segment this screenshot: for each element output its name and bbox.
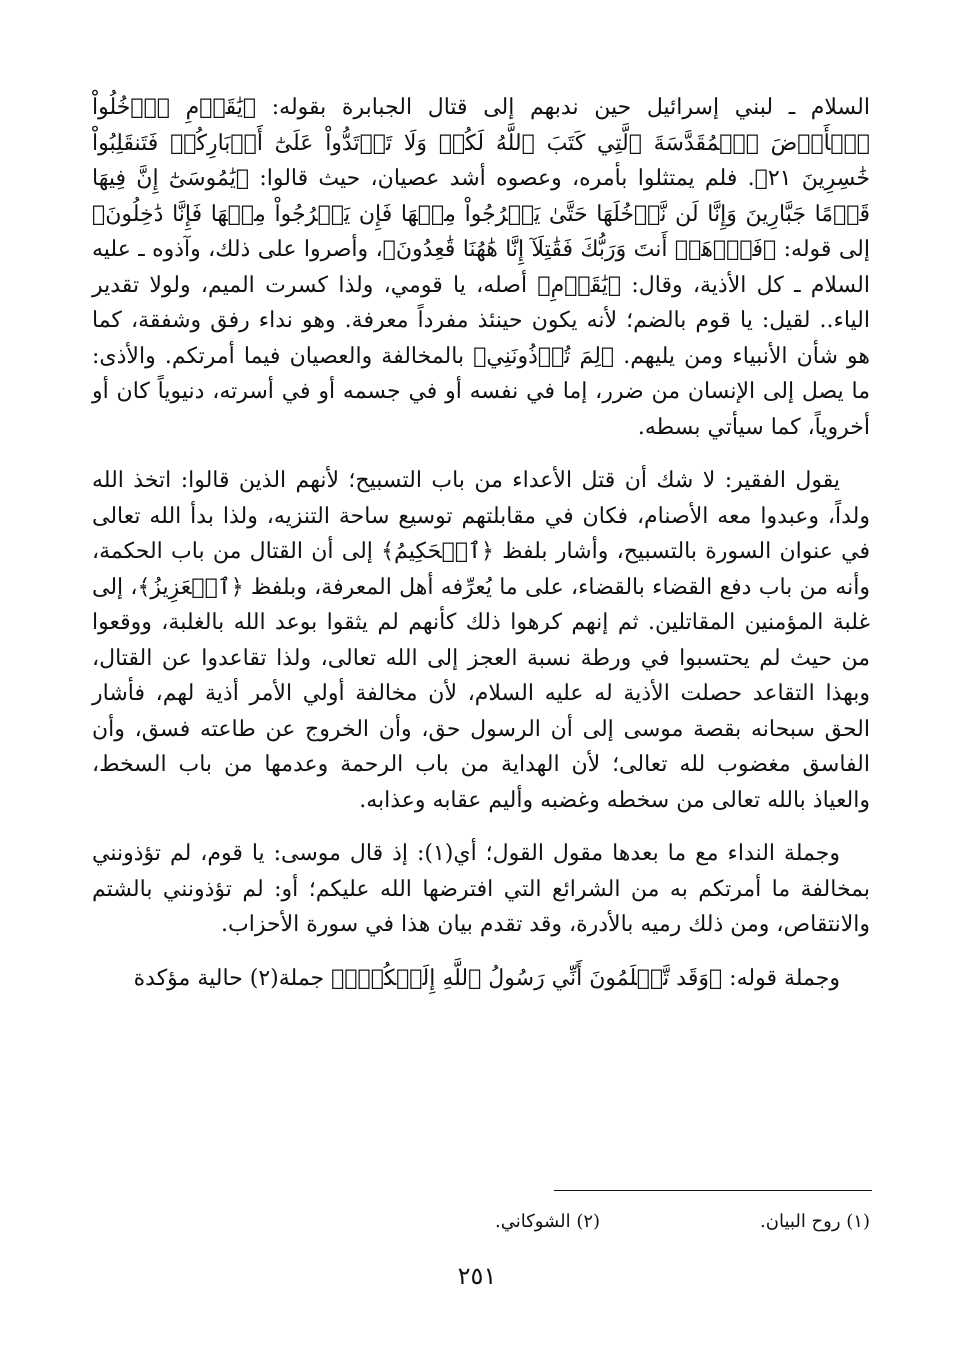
paragraph-1: السلام ـ لبني إسرائيل حين ندبهم إلى قتال الجبابرة بقوله: ﴿يَٰقَوۡمِ ٱدۡخُلُواْ ٱلۡأَرۡضَ ٱلۡمُقَدَّسَةَ ٱلَّتِي كَتَبَ ٱللَّهُ لَكُمۡ وَلَا تَرۡتَدُّواْ عَلَىٰٓ أَدۡبَارِكُمۡ فَتَنقَلِبُواْ خَٰسِرِينَ ٢١﴾. فلم يمتثلوا بأمره، وعصوه أشد عصيان، حيث قالوا: ﴿يَٰمُوسَىٰٓ إِنَّ فِيهَا قَوۡمًا جَبَّارِينَ وَإِنَّا لَن نَّدۡخُلَهَا حَتَّىٰ يَخۡرُجُواْ مِنۡهَا فَإِن يَخۡرُجُواْ مِنۡهَا فَإِنَّا دَٰخِلُونَ﴾ إلى قوله: ﴿فَٱذۡهَبۡ أَنتَ وَرَبُّكَ فَقَٰتِلَآ إِنَّا هَٰهُنَا قَٰعِدُونَ﴾، وأصروا على ذلك، وآذوه ـ عليه السلام ـ كل الأذية، وقال: ﴿يَٰقَوۡمِ﴾ أصله، يا قومي، ولذا كسرت الميم، ولولا تقدير الياء.. لقيل: يا قوم بالضم؛ لأنه يكون حينئذ مفرداً معرفة. وهو نداء رفق وشفقة، كما هو شأن الأنبياء ومن يليهم. ﴿لِمَ تُؤۡذُونَنِي﴾ بالمخالفة والعصيان فيما أمرتكم. والأذى: ما يصل إلى الإنسان من ضرر، إما في نفسه أو في جسمه أو في أسرته، دنيوياً كان أو أخروياً، كما سيأتي بسطه. [92, 95, 871, 440]
footnote-1: (١) روح البيان. [760, 1211, 870, 1232]
page-number: ٢٥١ [457, 1262, 497, 1290]
paragraph-4: وجملة قوله: ﴿وَقَد تَّعۡلَمُونَ أَنِّي رَسُولُ ٱللَّهِ إِلَيۡكُمۡۖ﴾ جملة(٢) حالية مؤكدة [133, 965, 840, 991]
footnote-2: (٢) الشوكاني. [494, 1211, 601, 1232]
paragraph-2: يقول الفقير: لا شك أن قتل الأعداء من باب التسبيح؛ لأنهم الذين قالوا: اتخذ الله ولداً، وعبدوا معه الأصنام، فكان في مقابلتهم توسيع ساحة التنزيه، ولذا بدأ الله تعالى في عنوان السورة بالتسبيح، وأشار بلفظ ﴿ٱلۡحَكِيمُ﴾ إلى أن القتال من باب الحكمة، وأنه من باب دفع القضاء بالقضاء، على ما يُعرِّفه أهل المعرفة، وبلفظ ﴿ٱلۡعَزِيزُ﴾، إلى غلبة المؤمنين المقاتلين. ثم إنهم كرهوا ذلك كأنهم لم يثقوا بوعد الله بالغلبة، ووقعوا من حيث لم يحتسبوا في ورطة نسبة العجز إلى الله تعالى، ولذا تقاعدوا عن القتال، وبهذا التقاعد حصلت الأذية له عليه السلام، لأن مخالفة أولي الأمر أذية لهم، فأشار الحق سبحانه بقصة موسى إلى أن الرسول حق، وأن الخروج عن طاعته فسق، وأن الفاسق مغضوب لله تعالى؛ لأن الهداية من باب الرحمة وعدمها من باب السخط، والعياذ بالله تعالى من سخطه وغضبه وأليم عقابه وعذابه. [92, 468, 870, 813]
footnotes [300, 1208, 870, 1236]
paragraph-3: وجملة النداء مع ما بعدها مقول القول؛ أي(١): إذ قال موسى: يا قوم، لم تؤذونني بمخالفة ما أمرتكم به من الشرائع التي افترضها الله عليكم؛ أو: لم تؤذونني بالشتم والانتقاص، ومن ذلك رميه بالأدرة، وقد تقدم بيان هذا في سورة الأحزاب. [92, 841, 870, 937]
footnote-separator [554, 1190, 872, 1191]
page-body [92, 90, 870, 1014]
